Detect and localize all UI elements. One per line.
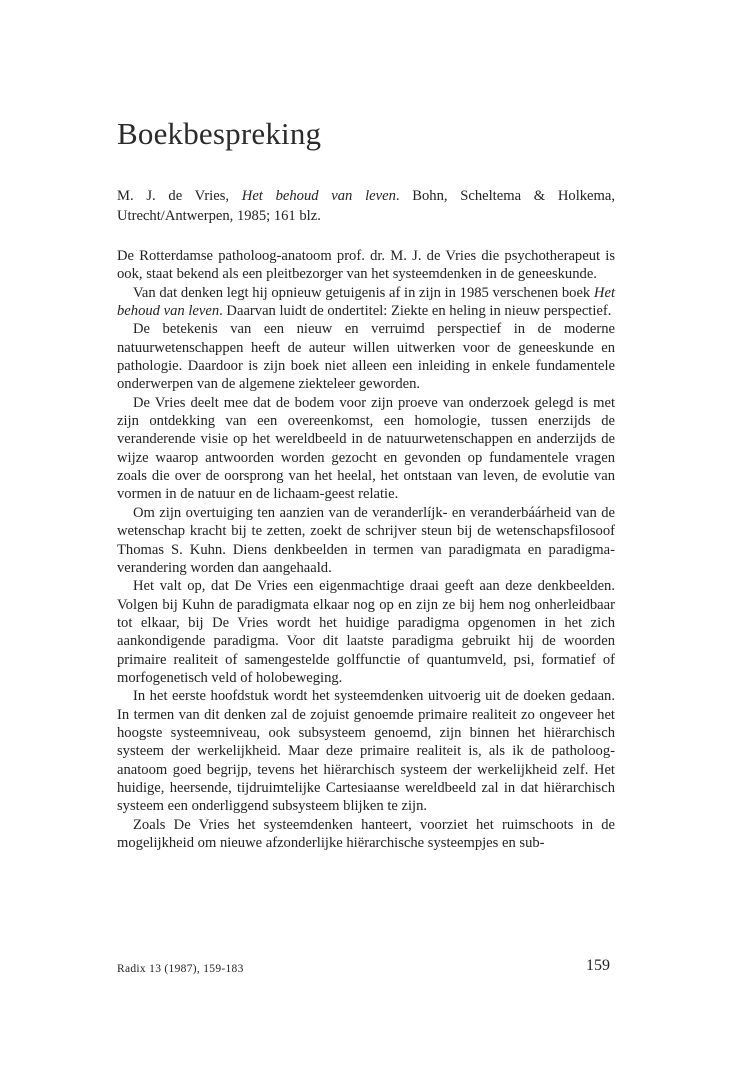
page-title: Boekbespreking <box>117 116 322 151</box>
book-citation <box>117 186 615 226</box>
paragraph-2-book-title: Het behoud van leven <box>117 284 615 320</box>
paragraph-7: In het eerste hoofdstuk wordt het systeemdenken uitvoerig uit de doeken gedaan. In termen van dit denken zal de zojuist genoemde primaire realiteit zo ongeveer het hoogste systeemniveau, ook subsysteem genoemd, zijn binnen het hiërarchisch systeem der werkelijkheid. Maar deze primaire realiteit is, als ik de patholoog-anatoom goed begrijp, tevens het hiërarchisch systeem der werkelijkheid zelf. Het huidige, heersende, tijdruimtelijke Cartesiaanse wereldbeeld zal in dat hiërarchisch systeem een onderliggend subsysteem blijken te zijn. <box>117 688 615 815</box>
paragraph-8: Zoals De Vries het systeemdenken hanteert, voorziet het ruimschoots in de mogelijkheid om nieuwe afzonderlijke hiërarchische systeempjes en sub- <box>117 816 615 851</box>
review-body <box>117 247 615 852</box>
paragraph-6: Het valt op, dat De Vries een eigenmachtige draai geeft aan deze denkbeelden. Volgen bij Kuhn de paradigmata elkaar nog op en zijn ze bij hem nog onherleidbaar tot elkaar, bij De Vries wordt het huidige paradigma opgenomen in het zich aankondigende paradigma. Voor dit laatste paradigma gebruikt hij de woorden primaire realiteit of samengestelde golffunctie of quantumveld, psi, formatief of morfogenetisch veld of holobeweging. <box>117 578 615 686</box>
paragraph-5: Om zijn overtuiging ten aanzien van de veranderlíjk- en veranderbáárheid van de wetenschap kracht bij te zetten, zoekt de schrijver steun bij de wetenschapsfilosoof Thomas S. Kuhn. Diens denkbeelden in termen van paradigmata en paradigma-verandering worden dan aangehaald. <box>117 504 615 576</box>
citation-authors: M. J. de Vries, <box>117 188 242 204</box>
paragraph-2-pre: Van dat denken legt hij opnieuw getuigenis af in zijn in 1985 verschenen boek <box>133 284 594 301</box>
paragraph-1: De Rotterdamse patholoog-anatoom prof. dr. M. J. de Vries die psychotherapeut is ook, staat bekend als een pleitbezorger van het systeemdenken in de geneeskunde. <box>117 248 615 283</box>
paragraph-2-post: . Daarvan luidt de ondertitel: Ziekte en heling in nieuw perspectief. <box>219 303 612 320</box>
page-number: 159 <box>586 957 610 974</box>
paragraph-4: De Vries deelt mee dat de bodem voor zijn proeve van onderzoek gelegd is met zijn ontdekking van een overeenkomst, een homologie, tussen enerzijds de veranderende visie op het wereldbeeld in de natuurwetenschappen en anderzijds de wijze waarop antwoorden worden gezocht en gevonden op fundamentele vragen zoals die over de oorsprong van het heelal, het ontstaan van leven, de evolutie van vormen in de natuur en de lichaam-geest relatie. <box>117 394 615 503</box>
paragraph-3: De betekenis van een nieuw en verruimd perspectief in de moderne natuurwetenschappen heeft de auteur willen uitwerken voor de geneeskunde en pathologie. Daardoor is zijn boek niet alleen een inleiding in enkele fundamentele onderwerpen van de algemene ziekteleer geworden. <box>117 321 615 393</box>
journal-reference: Radix 13 (1987), 159-183 <box>117 963 244 975</box>
citation-details: . Bohn, Scheltema & Holkema, Utrecht/Antwerpen, 1985; 161 blz. <box>117 188 615 224</box>
paragraph-2 <box>117 284 615 321</box>
citation-book-title: Het behoud van leven <box>241 188 396 204</box>
